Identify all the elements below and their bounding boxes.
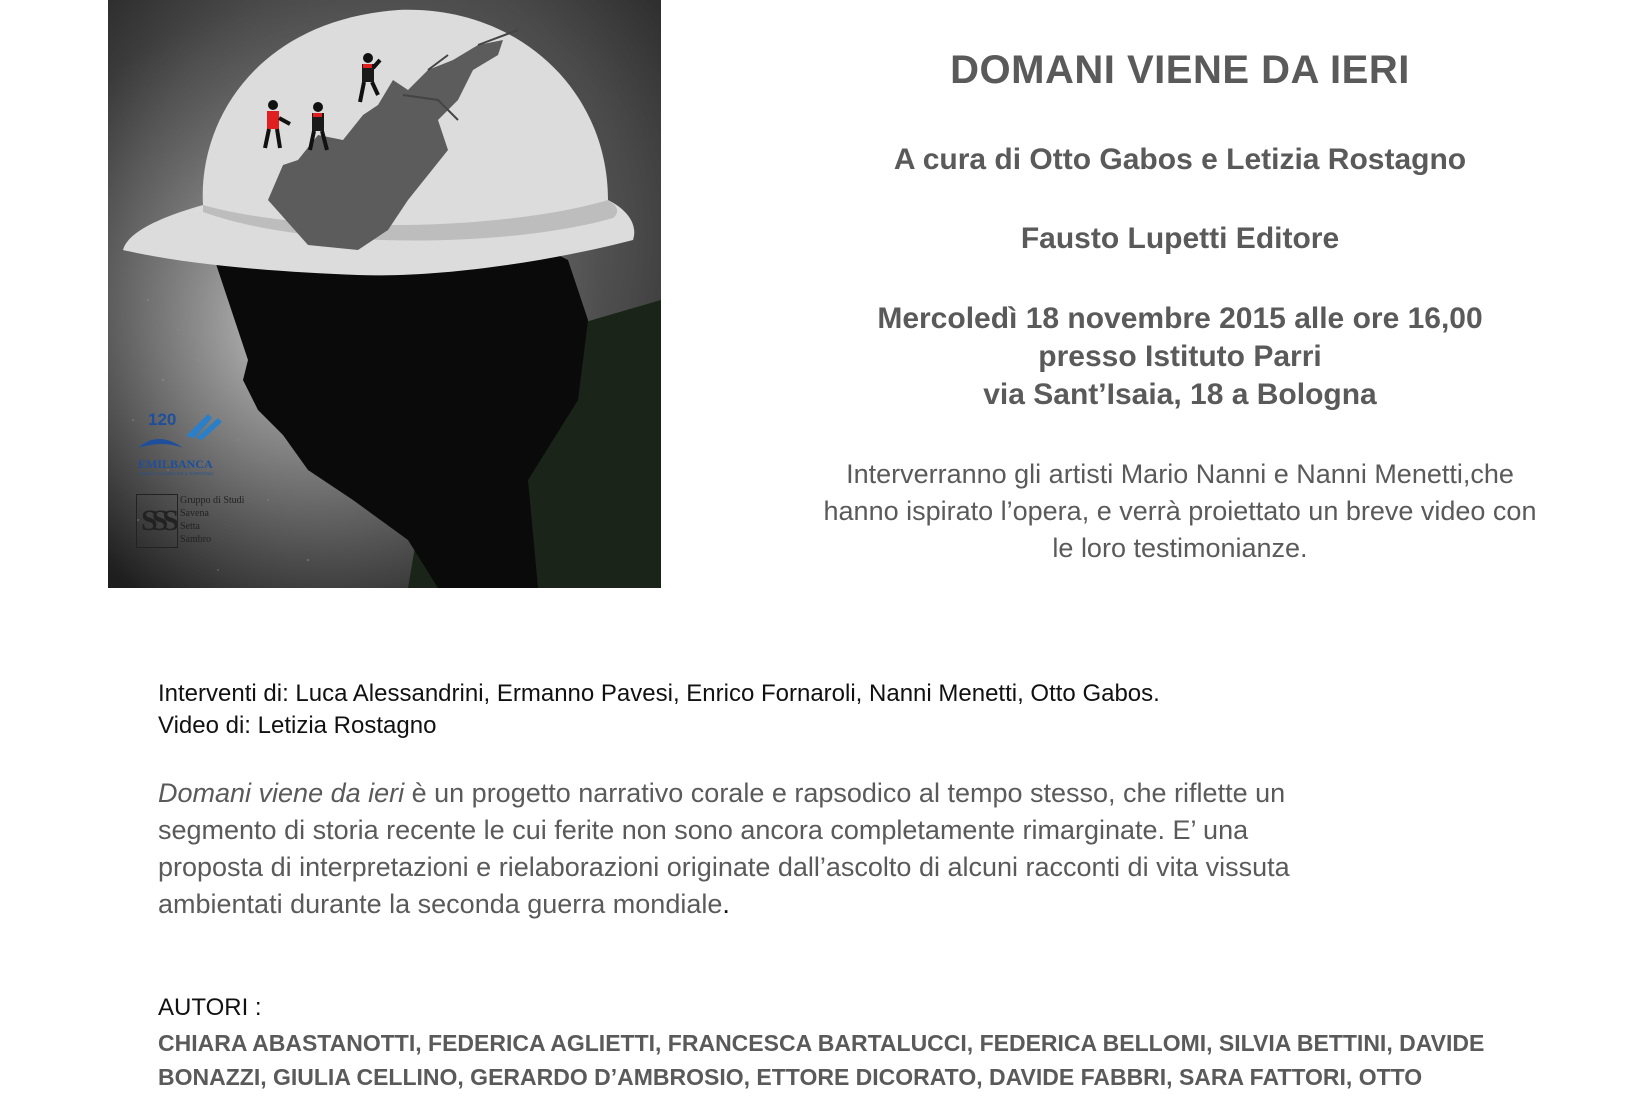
- event-datetime: Mercoledì 18 novembre 2015 alle ore 16,00: [877, 302, 1483, 335]
- gruppo-studi-logo: [136, 494, 256, 554]
- event-venue: presso Istituto Parri: [1038, 340, 1322, 373]
- authors-label: AUTORI :: [158, 994, 262, 1021]
- emilbanca-logo-name: EMILBANCA: [138, 457, 213, 471]
- interventi-block: [158, 678, 1160, 742]
- book-title: DOMANI VIENE DA IERI: [950, 48, 1410, 92]
- emilbanca-logo-number: 120: [148, 410, 177, 429]
- gss-text: Gruppo di Studi Savena Setta Sambro: [180, 495, 245, 545]
- book-cover-image: [108, 0, 661, 588]
- gss-mark: SSS: [136, 494, 178, 548]
- video-line: Video di: Letizia Rostagno: [158, 712, 437, 739]
- emilbanca-logo-tagline: STORIA E FUTURO PER IL TERRITORIO: [138, 471, 214, 476]
- interventi-line: Interventi di: Luca Alessandrini, Ermanno Pavesi, Enrico Fornaroli, Nanni Menetti, Otto Gabos.: [158, 680, 1160, 707]
- event-details: [720, 300, 1640, 414]
- event-note: Interverranno gli artisti Mario Nanni e Nanni Menetti,che hanno ispirato l’opera, e verrà proiettato un breve video con le loro testimonianze.: [823, 459, 1537, 563]
- emilbanca-logo: [138, 408, 228, 478]
- authors-list: CHIARA ABASTANOTTI, FEDERICA AGLIETTI, FRANCESCA BARTALUCCI, FEDERICA BELLOMI, SILVIA BETTINI, DAVIDE BONAZZI, GIULIA CELLINO, GERARDO D’AMBROSIO, ETTORE DICORATO, DAVIDE FABBRI, SARA FATTORI, OTTO: [158, 1030, 1485, 1090]
- book-publisher: Fausto Lupetti Editore: [1020, 222, 1340, 255]
- synopsis-paragraph: Domani viene da ieri è un progetto narrativo corale e rapsodico al tempo stesso, che riflette un segmento di storia recente le cui ferite non sono ancora completamente rimarginate. E’ una proposta di interpretazioni e rielaborazioni originate dall’ascolto di alcuni racconti di vita vissuta ambientati durante la seconda guerra mondiale.: [158, 778, 1290, 919]
- book-curator: A cura di Otto Gabos e Letizia Rostagno: [893, 143, 1467, 176]
- synopsis-italic-title: Domani viene da ieri: [158, 778, 405, 808]
- event-address: via Sant’Isaia, 18 a Bologna: [983, 378, 1377, 411]
